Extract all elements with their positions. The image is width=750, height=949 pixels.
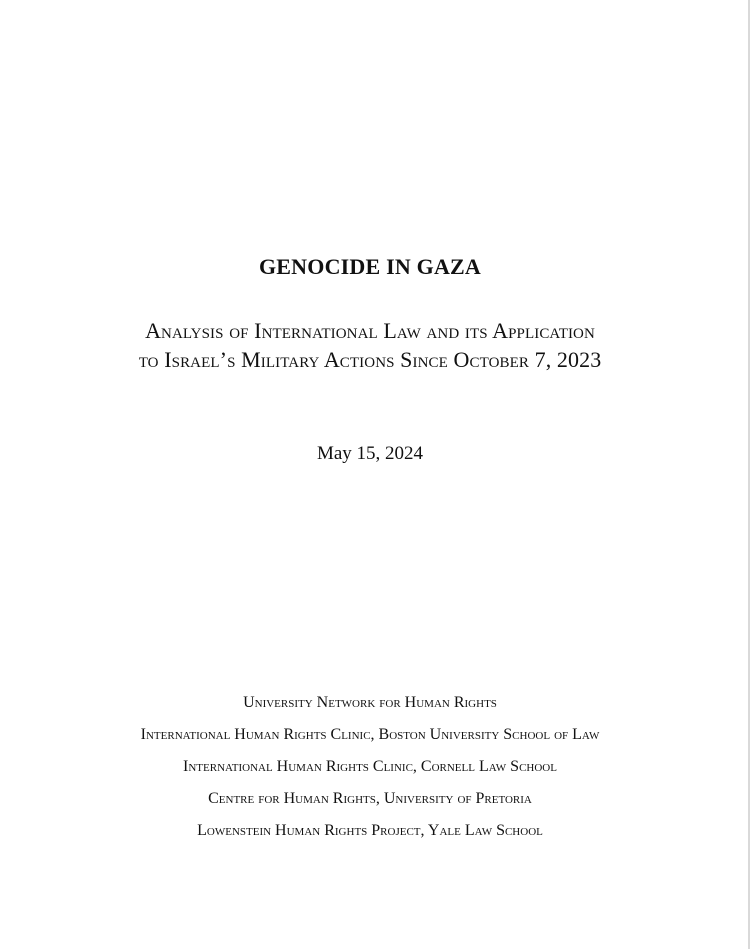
document-subtitle-line-1: Analysis of International Law and its Application xyxy=(145,318,595,343)
document-title: GENOCIDE IN GAZA xyxy=(258,254,481,279)
organization-item: Lowenstein Human Rights Project, Yale Law School xyxy=(197,822,543,839)
organization-list xyxy=(0,691,740,851)
organization-item: International Human Rights Clinic, Boston University School of Law xyxy=(140,726,600,743)
document-date: May 15, 2024 xyxy=(316,443,424,464)
document-subtitle-line-2: to Israel’s Military Actions Since October 7, 2023 xyxy=(138,347,602,372)
organization-item: University Network for Human Rights xyxy=(243,694,497,711)
organization-item: Centre for Human Rights, University of Pretoria xyxy=(208,790,532,807)
organization-item: International Human Rights Clinic, Cornell Law School xyxy=(183,758,557,775)
